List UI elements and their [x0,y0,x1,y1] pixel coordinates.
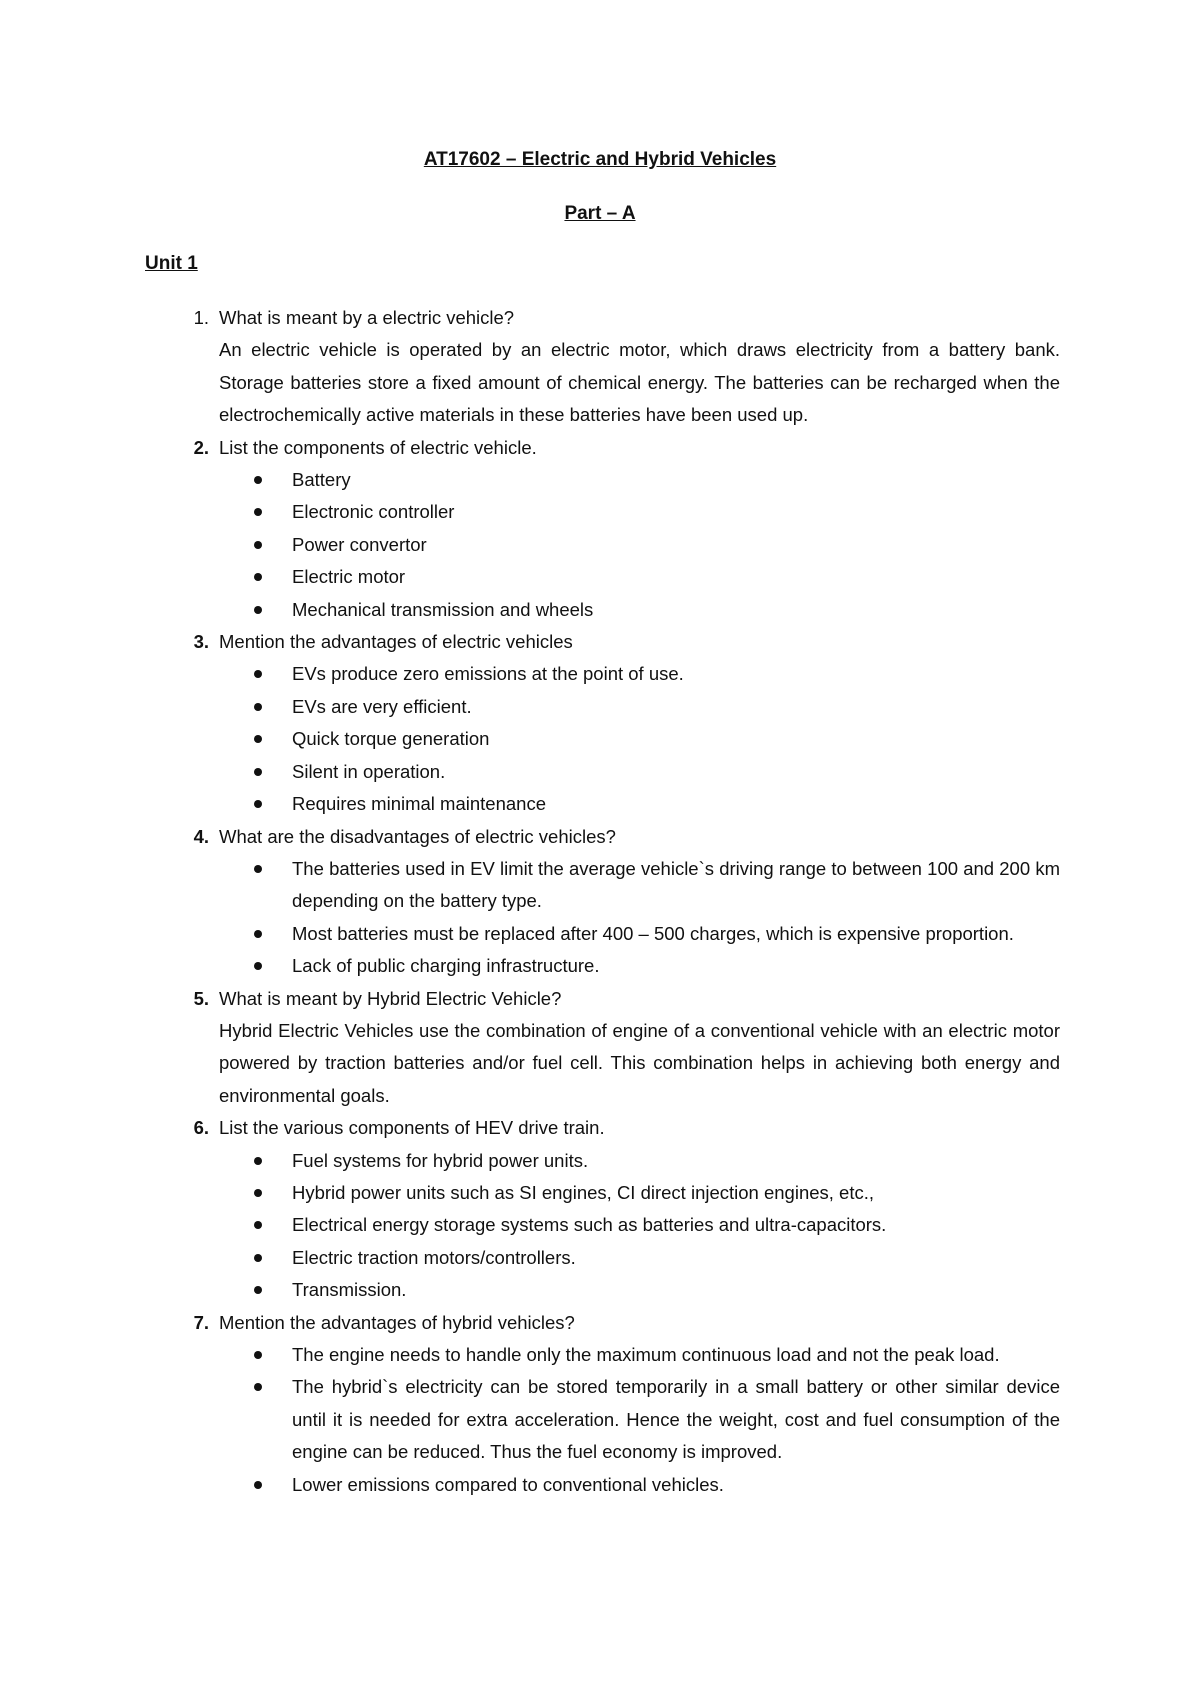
question-row [145,432,1060,464]
bullet-item [145,1177,1060,1209]
question-number: 2. [193,436,209,458]
question-item [145,1112,1060,1306]
bullet-text: Requires minimal maintenance [292,793,546,815]
question-row [145,1307,1060,1339]
bullet-item [145,1339,1060,1371]
question-text: List the various components of HEV drive train. [219,1117,605,1139]
bullet-dot-icon [254,930,262,938]
bullet-list [145,853,1060,983]
bullet-dot-icon [254,670,262,678]
bullet-text: Silent in operation. [292,760,446,782]
bullet-item [145,1469,1060,1501]
question-item [145,983,1060,1113]
bullet-text: Lower emissions compared to conventional vehicles. [292,1473,724,1495]
bullet-dot-icon [254,1351,262,1359]
bullet-dot-icon [254,1383,262,1391]
bullet-list [145,1145,1060,1307]
question-number: 6. [193,1117,209,1139]
bullet-dot-icon [254,1286,262,1294]
document-title: AT17602 – Electric and Hybrid Vehicles [423,149,777,170]
bullet-dot-icon [254,865,262,873]
bullet-dot-icon [254,1254,262,1262]
bullet-item [145,561,1060,593]
bullet-text: Electrical energy storage systems such as batteries and ultra-capacitors. [292,1214,887,1236]
question-row [145,302,1060,334]
bullet-item [145,496,1060,528]
question-number: 3. [193,631,209,653]
bullet-dot-icon [254,476,262,484]
question-item [145,302,1060,432]
bullet-text: Electric traction motors/controllers. [292,1246,576,1268]
bullet-item [145,1145,1060,1177]
bullet-item [145,529,1060,561]
bullet-list [145,1339,1060,1501]
bullet-list [145,658,1060,820]
bullet-dot-icon [254,573,262,581]
bullet-item [145,1242,1060,1274]
question-row [145,821,1060,853]
question-number: 1. [193,307,209,328]
bullet-dot-icon [254,1481,262,1489]
bullet-dot-icon [254,1221,262,1229]
bullet-dot-icon [254,606,262,614]
question-text: Mention the advantages of hybrid vehicles? [219,1311,575,1333]
question-number: 7. [193,1311,209,1333]
answer-text: Hybrid Electric Vehicles use the combination of engine of a conventional vehicle with an electric motor powered by traction batteries and/or fuel cell. This combination helps in achieving both energy and environmental goals. [219,1019,1060,1106]
bullet-text: Electronic controller [292,501,455,523]
bullet-dot-icon [254,800,262,808]
bullet-text: Hybrid power units such as SI engines, CI direct injection engines, etc., [292,1181,875,1203]
question-item [145,432,1060,626]
bullet-text: Fuel systems for hybrid power units. [292,1149,589,1171]
bullet-item [145,1209,1060,1241]
bullet-item [145,950,1060,982]
bullet-dot-icon [254,1189,262,1197]
bullet-text: The hybrid`s electricity can be stored temporarily in a small battery or other similar device until it is needed for extra acceleration. Hence the weight, cost and fuel consumption of the engine can be reduced. Thus the fuel economy is improved. [292,1376,1060,1463]
bullet-text: Most batteries must be replaced after 400 – 500 charges, which is expensive proportion. [292,922,1014,944]
bullet-dot-icon [254,1157,262,1165]
question-item [145,626,1060,820]
bullet-text: Lack of public charging infrastructure. [292,955,600,977]
bullet-text: Electric motor [292,566,406,588]
bullet-text: The batteries used in EV limit the average vehicle`s driving range to between 100 and 200 km depending on the battery type. [292,857,1060,912]
bullet-dot-icon [254,541,262,549]
bullet-dot-icon [254,703,262,711]
bullet-text: Quick torque generation [292,728,490,750]
question-row [145,1112,1060,1144]
bullet-item [145,594,1060,626]
bullet-dot-icon [254,508,262,516]
bullet-item [145,788,1060,820]
bullet-item [145,918,1060,950]
question-row [145,626,1060,658]
bullet-item [145,658,1060,690]
question-item [145,821,1060,983]
part-heading: Part – A [564,203,636,224]
bullet-dot-icon [254,768,262,776]
bullet-item [145,691,1060,723]
bullet-text: Power convertor [292,533,427,555]
bullet-text: The engine needs to handle only the maximum continuous load and not the peak load. [292,1344,1000,1365]
bullet-text: Battery [292,469,351,491]
question-text: Mention the advantages of electric vehicles [219,631,573,653]
question-number: 5. [193,987,209,1009]
bullet-text: EVs produce zero emissions at the point of use. [292,663,684,685]
bullet-text: Transmission. [292,1279,407,1301]
bullet-list [145,464,1060,626]
question-row [145,983,1060,1015]
bullet-dot-icon [254,735,262,743]
question-text: What is meant by Hybrid Electric Vehicle? [219,987,562,1009]
bullet-item [145,723,1060,755]
question-text: List the components of electric vehicle. [219,436,537,458]
bullet-text: EVs are very efficient. [292,695,472,717]
answer-text: An electric vehicle is operated by an electric motor, which draws electricity from a battery bank. Storage batteries store a fixed amount of chemical energy. The batteries can be recharged when the electrochemically active materials in these batteries have been used up. [219,339,1060,426]
question-list [145,302,1060,1501]
unit-heading: Unit 1 [145,253,198,274]
bullet-dot-icon [254,962,262,970]
question-text: What is meant by a electric vehicle? [219,307,515,328]
question-text: What are the disadvantages of electric vehicles? [219,825,616,847]
bullet-item [145,853,1060,918]
bullet-item [145,464,1060,496]
bullet-text: Mechanical transmission and wheels [292,598,594,620]
question-number: 4. [193,825,209,847]
bullet-item [145,756,1060,788]
bullet-item [145,1274,1060,1306]
question-item [145,1307,1060,1501]
bullet-item [145,1371,1060,1468]
